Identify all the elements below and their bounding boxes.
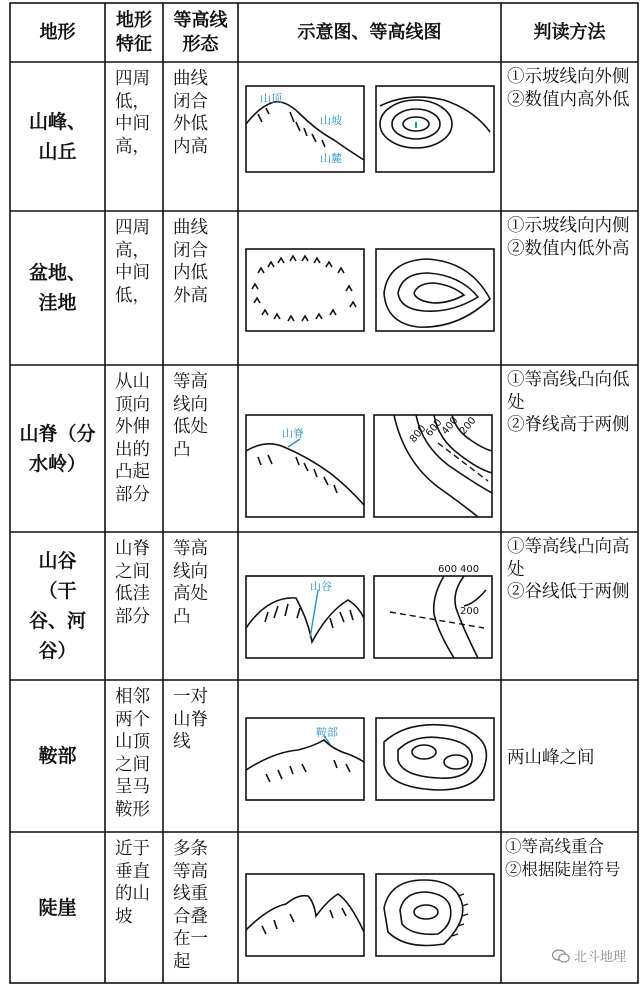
method-line: ①示坡线向外侧 [507,67,630,87]
method-line: ②根据陡崖符号 [505,859,621,879]
header-contour-shape: 等高线形态 [173,9,228,55]
row-basin-method [501,211,638,260]
row-cliff-contour: 多条等高线重合叠在一起 [173,839,208,972]
method-line: ①等高线重合 [505,837,604,856]
row-cliff-method [501,832,638,881]
row-saddle-contour: 一对山脊线 [173,687,208,752]
row-basin-feature: 四周高，中间低， [115,218,150,306]
row-valley-diagram [238,532,501,680]
header-landform: 地形 [39,21,76,43]
row-ridge-name: 山脊（分水岭） [19,422,96,475]
row-ridge-diagram [238,365,501,532]
row-basin-diagram [238,211,501,365]
label-valley: 山谷 [310,580,332,593]
row-peak-method [501,62,638,111]
row-peak-feature: 四周低，中间高， [115,69,150,157]
label-foot: 山麓 [320,152,342,165]
row-saddle-method [501,680,638,832]
ridge-contour-200: 200 [457,415,479,437]
watermark-text: 北斗地理 [573,950,626,965]
row-saddle-name: 鞍部 [38,745,77,767]
valley-contour-400: 400 [460,564,480,575]
ridge-contour-800: 800 [407,423,429,445]
row-ridge-feature: 从山顶向外伸出的凸起部分 [115,372,150,505]
row-peak-diagram [238,62,501,211]
row-cliff-feature: 近于垂直的山坡 [115,839,150,927]
row-ridge-contour: 等高线向低处凸 [173,372,208,460]
label-ridge: 山脊 [282,427,304,440]
header-method: 判读方法 [533,21,606,43]
row-saddle-feature: 相邻两个山顶之间呈马鞍形 [115,687,150,820]
label-slope: 山坡 [320,114,342,127]
method-line: ②脊线高于两侧 [507,415,630,435]
row-valley-feature: 山脊之间低洼部分 [115,539,150,627]
row-basin-name: 盆地、洼地 [28,262,86,314]
row-peak-contour: 曲线闭合外低内高 [173,69,208,157]
label-saddle: 鞍部 [316,726,338,739]
valley-contour-200: 200 [460,606,480,617]
wechat-icon [552,949,570,963]
method-line: 两山峰之间 [507,747,595,768]
row-valley-name: 山谷（干谷、河谷） [28,550,86,662]
row-valley-contour: 等高线向高处凸 [173,539,208,627]
header-feature: 地形特征 [116,9,152,55]
method-line: ①等高线凸向高处 [507,537,630,580]
label-summit: 山顶 [260,92,282,105]
ridge-contour-600: 600 [423,417,445,439]
row-saddle-diagram [238,680,501,832]
watermark [552,946,626,965]
ridge-contour-400: 400 [439,415,461,437]
method-line: ①示坡线向内侧 [507,216,630,236]
row-cliff-diagram [238,832,501,983]
valley-contour-600: 600 [438,564,458,575]
header-diagram: 示意图、等高线图 [297,21,442,43]
row-valley-method [501,532,638,604]
method-line: ②数值内高外低 [507,89,630,110]
method-line: ②数值内低外高 [507,238,630,259]
method-line: ①等高线凸向低处 [507,370,630,413]
row-ridge-method [501,365,638,437]
row-peak-name: 山峰、山丘 [28,110,86,163]
row-basin-contour: 曲线闭合内低外高 [173,218,208,306]
method-line: ②谷线低于两侧 [507,582,630,602]
row-cliff-name: 陡崖 [38,896,77,919]
